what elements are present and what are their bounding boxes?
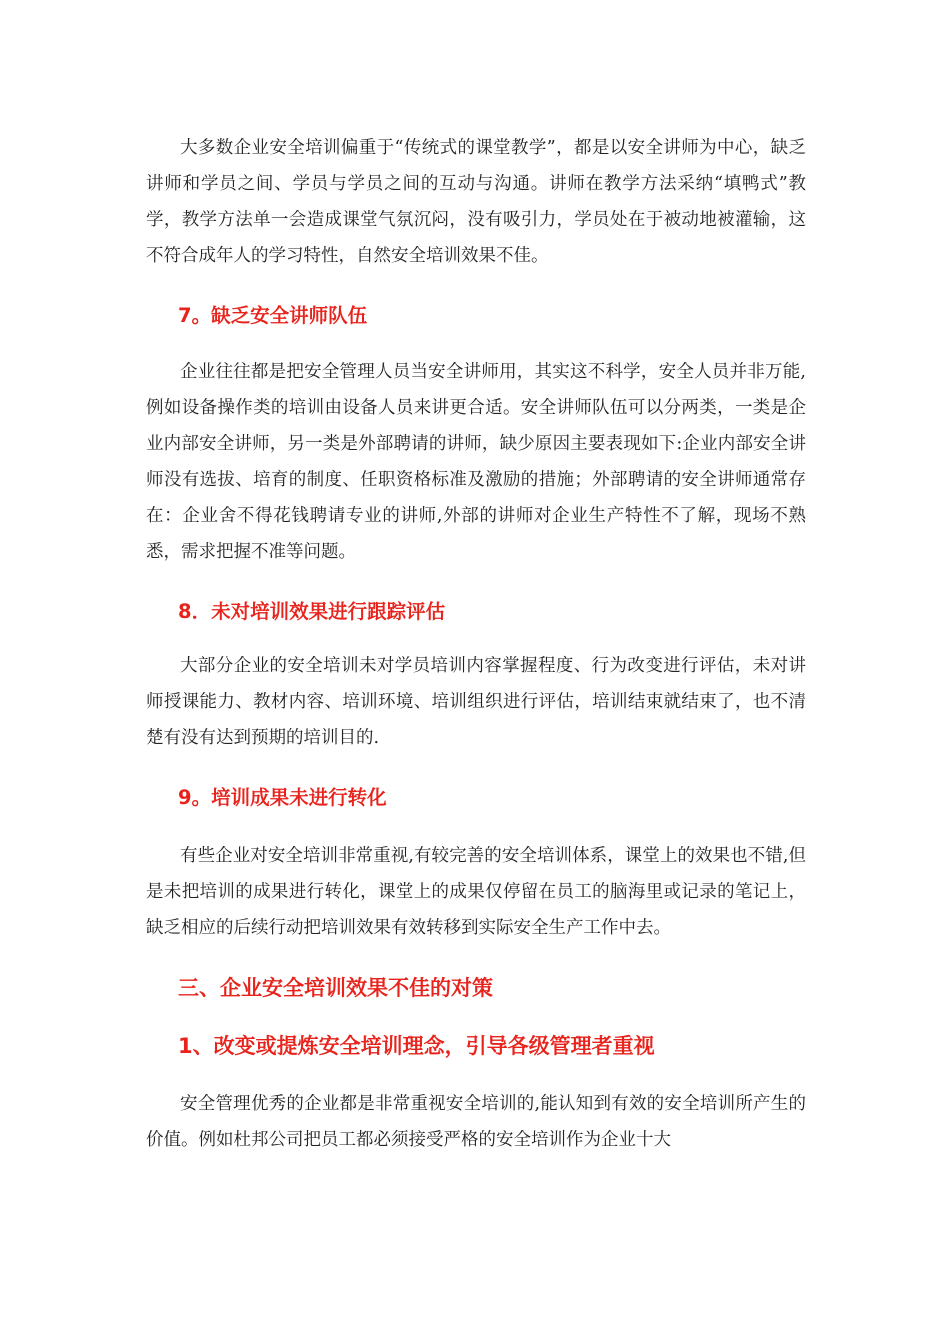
- heading-countermeasures: 三、企业安全培训效果不佳的对策: [178, 976, 493, 1000]
- document-body: [146, 130, 806, 1158]
- paragraph-traditional-teaching: 大多数企业安全培训偏重于“传统式的课堂教学”，都是以安全讲师为中心，缺乏讲师和学员之间、学员与学员之间的互动与沟通。讲师在教学方法采纳“填鸭式”教学，教学方法单一会造成课堂气氛沉闷，没有吸引力，学员处在于被动地被灌输，这不符合成年人的学习特性，自然安全培训效果不佳。: [146, 138, 806, 266]
- paragraph-transformation: 有些企业对安全培训非常重视,有较完善的安全培训体系，课堂上的效果也不错,但是未把培训的成果进行转化，课堂上的成果仅停留在员工的脑海里或记录的笔记上，缺乏相应的后续行动把培训效果有效转移到实际安全生产工作中去。: [146, 846, 806, 938]
- heading-lack-of-instructors: 7。缺乏安全讲师队伍: [178, 304, 368, 327]
- paragraph-instructor-team: 企业往往都是把安全管理人员当安全讲师用，其实这不科学，安全人员并非万能,例如设备操作类的培训由设备人员来讲更合适。安全讲师队伍可以分两类，一类是企业内部安全讲师，另一类是外部聘请的讲师，缺少原因主要表现如下:企业内部安全讲师没有选拔、培育的制度、任职资格标准及激励的措施；外部聘请的安全讲师通常存在：企业舍不得花钱聘请专业的讲师,外部的讲师对企业生产特性不了解，现场不熟悉，需求把握不准等问题。: [146, 362, 806, 562]
- paragraph-evaluation: 大部分企业的安全培训未对学员培训内容掌握程度、行为改变进行评估，未对讲师授课能力、教材内容、培训环境、培训组织进行评估，培训结束就结束了，也不清楚有没有达到预期的培训目的.: [146, 656, 806, 748]
- heading-no-transformation: 9。培训成果未进行转化: [178, 786, 387, 809]
- heading-no-evaluation: 8．未对培训效果进行跟踪评估: [178, 600, 446, 623]
- heading-change-concept: 1、改变或提炼安全培训理念，引导各级管理者重视: [178, 1034, 655, 1058]
- paragraph-excellent-companies: 安全管理优秀的企业都是非常重视安全培训的,能认知到有效的安全培训所产生的价值。例如杜邦公司把员工都必须接受严格的安全培训作为企业十大: [146, 1094, 806, 1150]
